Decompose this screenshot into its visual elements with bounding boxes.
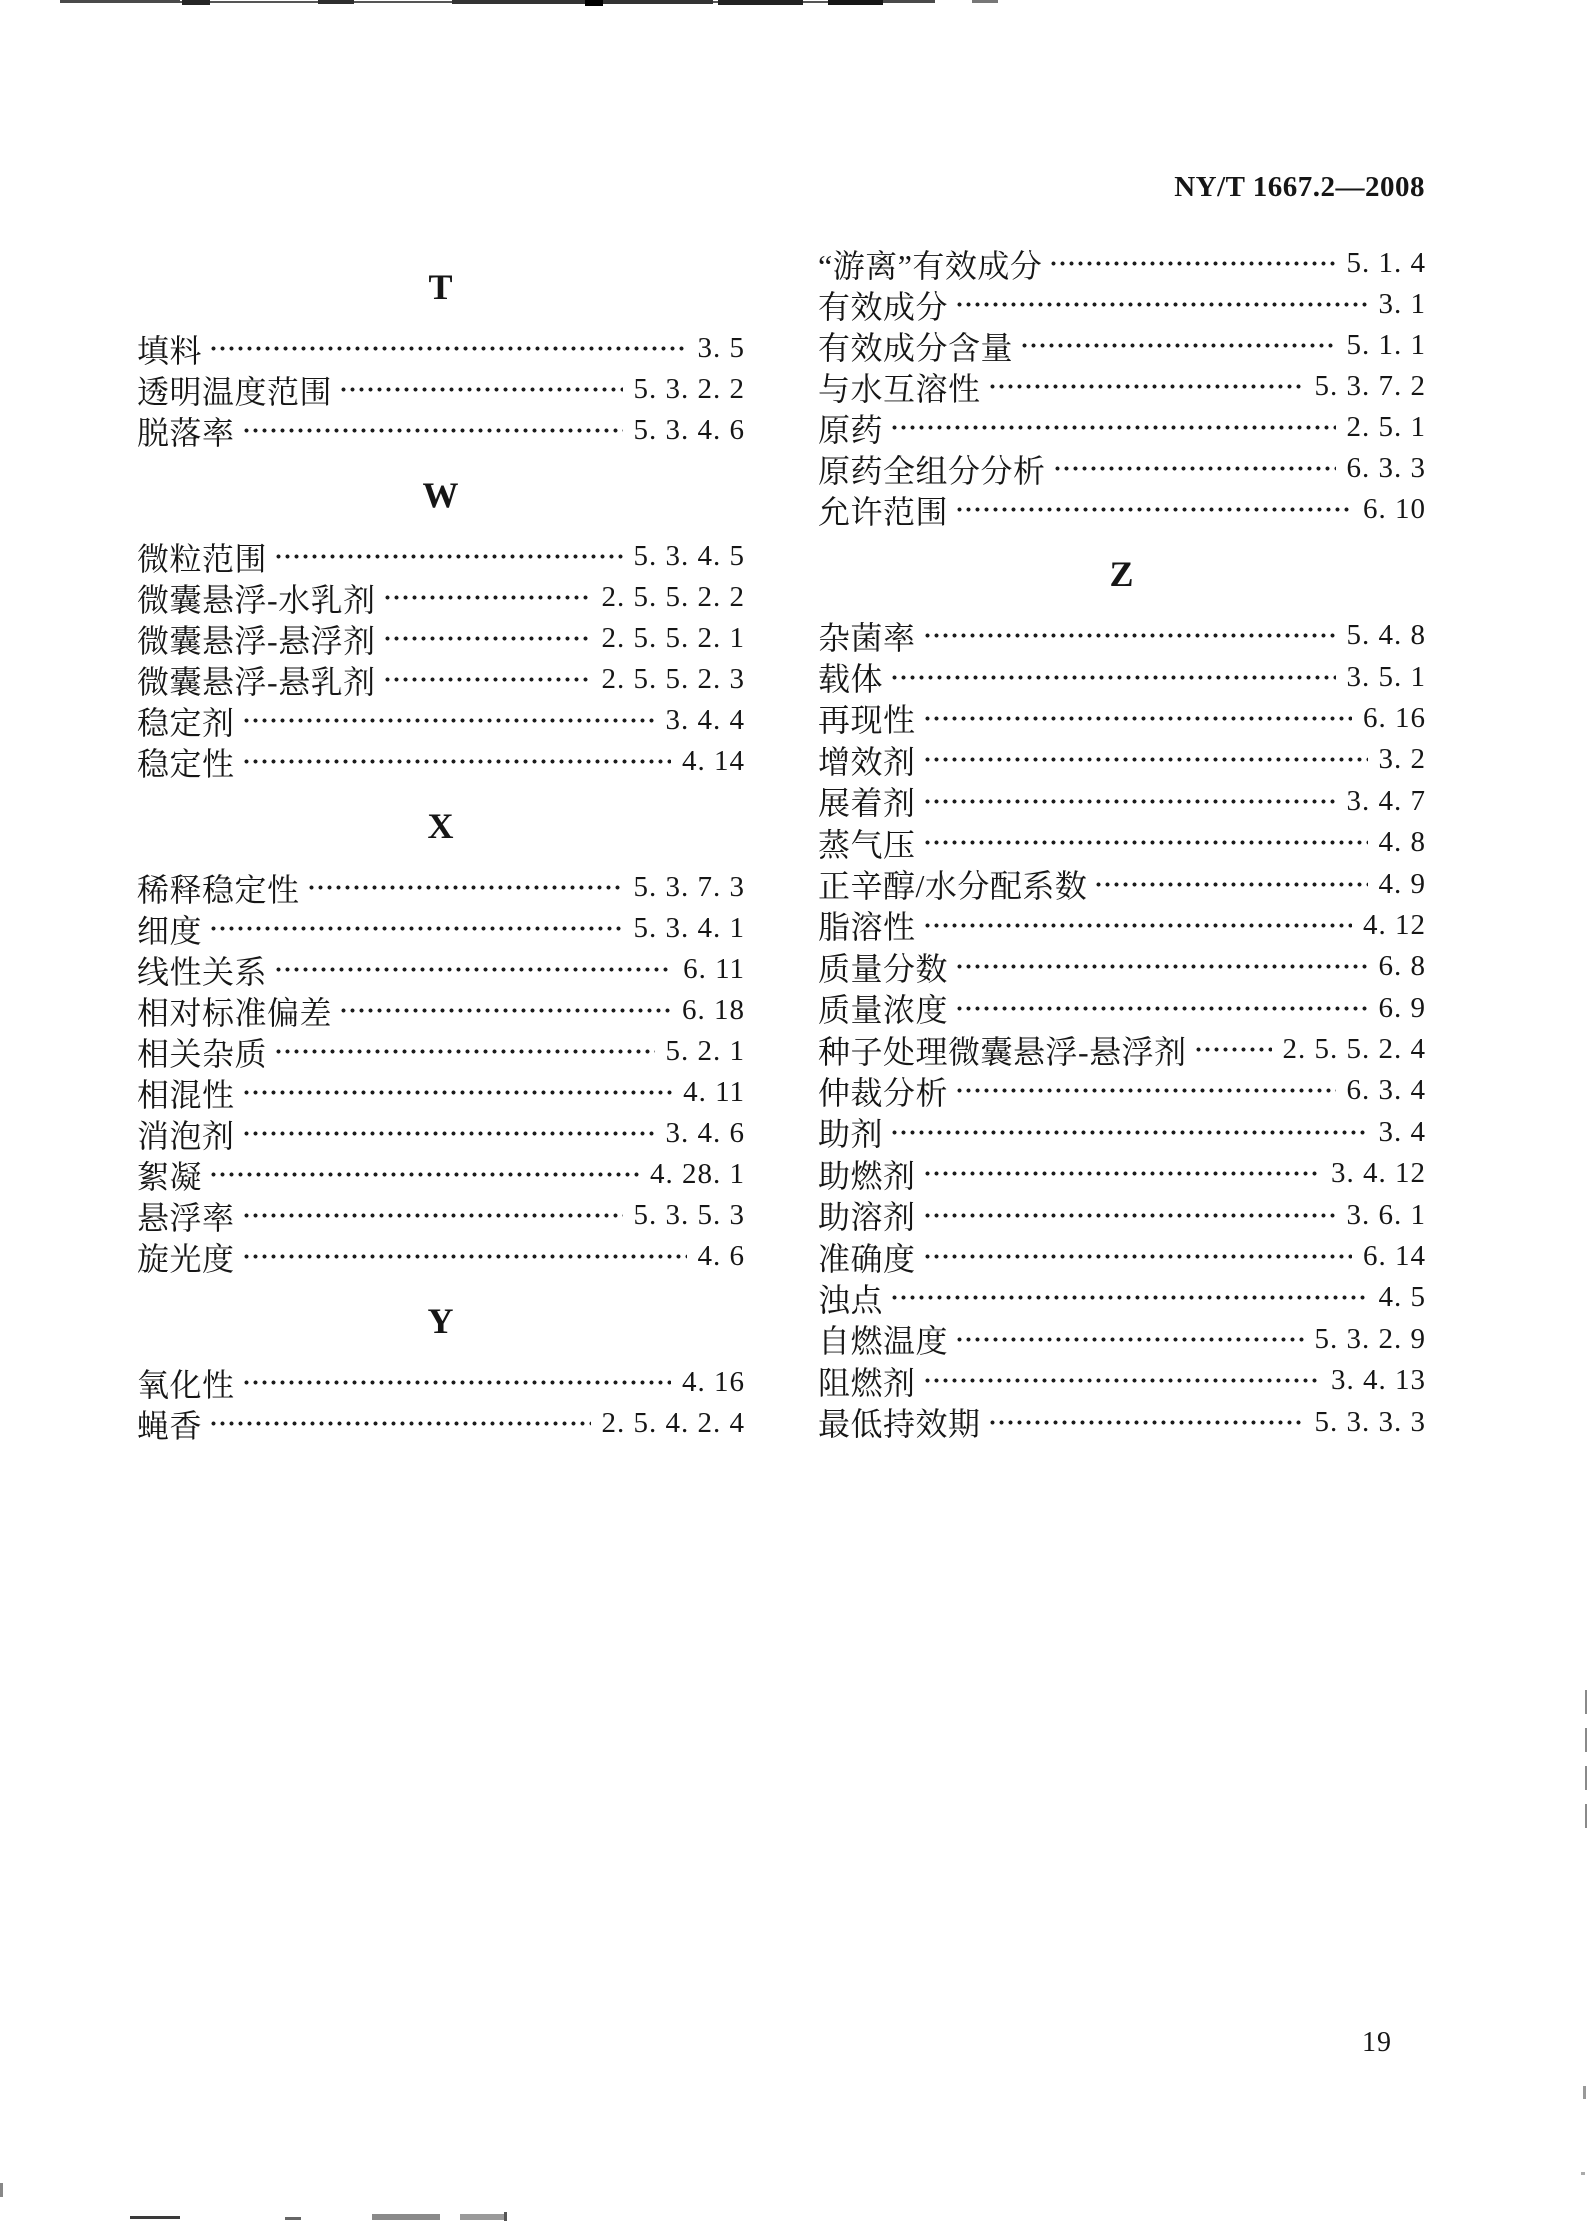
index-term: 原药全组分分析 <box>818 452 1046 489</box>
index-entry <box>818 366 1426 407</box>
index-entry <box>818 739 1426 780</box>
dotted-leader <box>955 1070 1335 1111</box>
scan-artifact <box>603 0 713 4</box>
index-term: 增效剂 <box>818 743 916 780</box>
index-entry <box>137 741 745 782</box>
index-entry <box>818 781 1426 822</box>
scan-artifact <box>1583 2086 1586 2099</box>
scan-artifact <box>585 0 603 6</box>
dotted-leader <box>923 739 1368 780</box>
index-entry <box>818 1194 1426 1235</box>
index-section-z <box>818 615 1426 1443</box>
index-entry <box>818 325 1426 366</box>
dotted-leader <box>890 1112 1367 1153</box>
index-entry <box>137 1113 745 1154</box>
section-ref: 6. 14 <box>1363 1240 1426 1273</box>
index-term: 稳定性 <box>137 745 235 782</box>
section-ref: 6. 3. 3 <box>1346 452 1426 484</box>
section-ref: 5. 3. 4. 6 <box>633 414 745 446</box>
section-ref: 5. 3. 4. 5 <box>633 540 745 572</box>
dotted-leader <box>1194 1029 1272 1070</box>
index-entry <box>818 1360 1426 1401</box>
dotted-leader <box>923 781 1336 822</box>
dotted-leader <box>988 1401 1304 1442</box>
scan-artifact <box>828 0 883 5</box>
dotted-leader <box>209 1403 590 1444</box>
index-entry <box>818 946 1426 987</box>
section-ref: 3. 4. 6 <box>665 1117 745 1149</box>
index-entry <box>818 905 1426 946</box>
index-entry <box>818 1236 1426 1277</box>
section-ref: 4. 6 <box>697 1240 745 1272</box>
section-ref: 3. 4 <box>1378 1115 1426 1148</box>
index-entry <box>137 1154 745 1195</box>
scan-artifact <box>504 2212 507 2221</box>
index-entry <box>818 448 1426 489</box>
section-ref: 5. 3. 4. 1 <box>633 912 745 944</box>
index-term: 悬浮率 <box>137 1199 235 1236</box>
index-term: 有效成分 <box>818 288 949 325</box>
index-term: 絮凝 <box>137 1158 203 1195</box>
index-entry <box>137 1195 745 1236</box>
dotted-leader <box>955 946 1367 987</box>
dotted-leader <box>955 988 1367 1029</box>
index-term: 细度 <box>137 912 203 949</box>
doc-number: NY/T 1667.2—2008 <box>1174 171 1425 203</box>
index-term: 脱落率 <box>137 414 235 451</box>
index-term: 有效成分含量 <box>818 329 1014 366</box>
dotted-leader <box>209 328 686 369</box>
scan-artifact <box>182 0 210 5</box>
section-ref: 3. 6. 1 <box>1346 1198 1426 1231</box>
index-term: 助燃剂 <box>818 1157 916 1194</box>
dotted-leader <box>242 700 655 741</box>
dotted-leader <box>923 1153 1320 1194</box>
index-entry <box>818 656 1426 697</box>
index-entry <box>818 1277 1426 1318</box>
index-term: 相对标准偏差 <box>137 994 333 1031</box>
scan-artifact <box>1585 1690 1587 1714</box>
section-ref: 2. 5. 5. 2. 4 <box>1282 1033 1426 1066</box>
index-entry <box>137 990 745 1031</box>
dotted-leader <box>955 284 1367 325</box>
scan-artifact <box>972 0 998 3</box>
index-term: 稀释稳定性 <box>137 871 300 908</box>
index-term: 杂菌率 <box>818 619 916 656</box>
index-letter-heading: Y <box>427 1301 455 1341</box>
dotted-leader <box>955 1319 1303 1360</box>
scan-artifact <box>0 2183 3 2197</box>
section-ref: 6. 18 <box>682 994 745 1026</box>
dotted-leader <box>955 489 1352 530</box>
section-ref: 6. 9 <box>1378 991 1426 1024</box>
index-term: 种子处理微囊悬浮-悬浮剂 <box>818 1033 1187 1070</box>
index-term: 旋光度 <box>137 1240 235 1277</box>
dotted-leader <box>1053 448 1336 489</box>
index-term: 正辛醇/水分配系数 <box>818 868 1088 905</box>
dotted-leader <box>988 366 1304 407</box>
dotted-leader <box>242 741 671 782</box>
index-entry <box>137 659 745 700</box>
dotted-leader <box>890 656 1335 697</box>
section-ref: 4. 8 <box>1378 826 1426 859</box>
index-term: 透明温度范围 <box>137 373 333 410</box>
dotted-leader <box>923 1236 1352 1277</box>
index-term: 最低持效期 <box>818 1406 981 1443</box>
dotted-leader <box>242 1236 687 1277</box>
dotted-leader <box>242 1195 623 1236</box>
index-entry <box>818 407 1426 448</box>
index-entry <box>137 1031 745 1072</box>
dotted-leader <box>383 659 591 700</box>
index-entry <box>137 328 745 369</box>
scan-artifact <box>718 0 803 5</box>
index-term: 微囊悬浮-悬浮剂 <box>137 622 376 659</box>
section-ref: 4. 5 <box>1378 1281 1426 1314</box>
index-entry <box>818 284 1426 325</box>
section-ref: 3. 5. 1 <box>1346 660 1426 693</box>
index-letter-heading: W <box>422 475 460 515</box>
section-ref: 5. 1. 4 <box>1346 247 1426 279</box>
section-ref: 2. 5. 5. 2. 3 <box>601 663 745 695</box>
section-ref: 2. 5. 1 <box>1346 411 1426 443</box>
index-entry <box>137 410 745 451</box>
index-entry <box>137 908 745 949</box>
index-entry <box>818 822 1426 863</box>
dotted-leader <box>890 407 1335 448</box>
index-term: 自燃温度 <box>818 1323 949 1360</box>
index-term: 质量分数 <box>818 950 949 987</box>
index-entry <box>818 863 1426 904</box>
section-ref: 3. 5 <box>697 332 745 364</box>
section-ref: 3. 4. 12 <box>1331 1157 1426 1190</box>
dotted-leader <box>242 410 623 451</box>
dotted-leader <box>242 1072 673 1113</box>
section-ref: 5. 3. 7. 3 <box>633 871 745 903</box>
dotted-leader <box>339 369 622 410</box>
index-entry <box>137 369 745 410</box>
index-term: 微粒范围 <box>137 540 268 577</box>
section-ref: 4. 12 <box>1363 908 1426 941</box>
index-column-right <box>818 243 1426 1443</box>
index-entry <box>818 1070 1426 1111</box>
dotted-leader <box>1094 863 1367 904</box>
section-ref: 4. 16 <box>682 1366 745 1398</box>
index-entry <box>137 1072 745 1113</box>
section-ref: 6. 8 <box>1378 950 1426 983</box>
dotted-leader <box>383 577 591 618</box>
index-entry <box>818 243 1426 284</box>
index-term: 消泡剂 <box>137 1117 235 1154</box>
page-number: 19 <box>1362 2027 1392 2058</box>
index-letter-heading: X <box>427 806 455 846</box>
index-letter-heading: T <box>428 267 454 307</box>
scan-artifact <box>452 0 587 4</box>
dotted-leader <box>923 615 1336 656</box>
dotted-leader <box>383 618 591 659</box>
dotted-leader <box>923 905 1352 946</box>
index-term: 微囊悬浮-水乳剂 <box>137 581 376 618</box>
section-ref: 5. 3. 7. 2 <box>1314 370 1426 402</box>
scan-artifact <box>318 0 354 4</box>
index-entry <box>137 1403 745 1444</box>
index-term: 允许范围 <box>818 493 949 530</box>
index-entry <box>137 1362 745 1403</box>
dotted-leader <box>242 1113 655 1154</box>
section-ref: 6. 11 <box>683 953 745 985</box>
dotted-leader <box>274 536 622 577</box>
dotted-leader <box>1020 325 1335 366</box>
index-term: 仲裁分析 <box>818 1075 949 1111</box>
section-ref: 4. 9 <box>1378 867 1426 900</box>
dotted-leader <box>274 1031 654 1072</box>
index-entry <box>137 949 745 990</box>
scan-artifact <box>1585 1728 1587 1752</box>
index-term: 准确度 <box>818 1240 916 1277</box>
section-ref: 4. 11 <box>683 1076 745 1108</box>
section-ref: 4. 14 <box>682 745 745 777</box>
dotted-leader <box>923 1194 1336 1235</box>
index-term: 浊点 <box>818 1281 884 1318</box>
section-ref: 3. 2 <box>1378 743 1426 776</box>
section-ref: 3. 4. 13 <box>1331 1364 1426 1397</box>
index-term: 相混性 <box>137 1076 235 1113</box>
dotted-leader <box>209 908 622 949</box>
section-ref: 5. 3. 2. 2 <box>633 373 745 405</box>
index-letter-heading: Z <box>1109 554 1135 594</box>
section-ref: 5. 3. 5. 3 <box>633 1199 745 1231</box>
section-ref: 5. 4. 8 <box>1346 619 1426 652</box>
index-entry <box>137 536 745 577</box>
section-ref: 5. 2. 1 <box>665 1035 745 1067</box>
section-ref: 6. 16 <box>1363 701 1426 734</box>
scan-artifact <box>1585 1804 1587 1828</box>
section-ref: 3. 1 <box>1378 288 1426 320</box>
scan-artifact <box>285 2217 301 2220</box>
index-term: “游离”有效成分 <box>818 247 1043 284</box>
index-entry <box>137 867 745 908</box>
index-entry <box>818 489 1426 530</box>
index-entry <box>818 988 1426 1029</box>
index-term: 展着剂 <box>818 785 916 822</box>
index-term: 相关杂质 <box>137 1035 268 1072</box>
dotted-leader <box>339 990 671 1031</box>
index-term: 原药 <box>818 411 884 448</box>
index-term: 氧化性 <box>137 1366 235 1403</box>
index-term: 再现性 <box>818 702 916 739</box>
index-entry <box>137 618 745 659</box>
scan-artifact <box>1581 2172 1585 2175</box>
section-ref: 4. 28. 1 <box>650 1158 745 1190</box>
dotted-leader <box>307 867 623 908</box>
index-term: 助剂 <box>818 1116 884 1153</box>
index-term: 稳定剂 <box>137 704 235 741</box>
index-entry <box>818 615 1426 656</box>
scan-artifact <box>60 0 180 3</box>
dotted-leader <box>209 1154 639 1195</box>
index-term: 助溶剂 <box>818 1199 916 1236</box>
index-entry <box>818 1319 1426 1360</box>
index-term: 蝇香 <box>137 1407 203 1444</box>
index-term: 脂溶性 <box>818 909 916 946</box>
index-entry <box>818 1153 1426 1194</box>
index-term: 微囊悬浮-悬乳剂 <box>137 663 376 700</box>
dotted-leader <box>923 1360 1320 1401</box>
section-ref: 2. 5. 5. 2. 2 <box>601 581 745 613</box>
index-entry <box>818 1029 1426 1070</box>
dotted-leader <box>274 949 672 990</box>
dotted-leader <box>890 1277 1367 1318</box>
scan-artifact <box>1585 1766 1587 1790</box>
scan-artifact <box>130 2216 180 2219</box>
dotted-leader <box>923 822 1368 863</box>
index-term: 蒸气压 <box>818 826 916 863</box>
index-term: 填料 <box>137 332 203 369</box>
index-entry <box>818 1401 1426 1442</box>
scan-artifact <box>460 2214 506 2220</box>
section-ref: 5. 1. 1 <box>1346 329 1426 361</box>
index-entry <box>818 698 1426 739</box>
dotted-leader <box>923 698 1352 739</box>
section-ref: 5. 3. 3. 3 <box>1314 1405 1426 1438</box>
index-term: 线性关系 <box>137 953 268 990</box>
section-ref: 3. 4. 4 <box>665 704 745 736</box>
dotted-leader <box>242 1362 671 1403</box>
index-term: 载体 <box>818 661 884 698</box>
section-ref: 2. 5. 4. 2. 4 <box>601 1407 745 1439</box>
dotted-leader <box>1049 243 1335 284</box>
section-ref: 6. 10 <box>1363 493 1426 525</box>
scan-artifact <box>883 0 935 3</box>
index-term: 与水互溶性 <box>818 370 981 407</box>
scan-artifact <box>372 2214 440 2220</box>
index-term: 质量浓度 <box>818 992 949 1029</box>
section-ref: 2. 5. 5. 2. 1 <box>601 622 745 654</box>
section-ref: 5. 3. 2. 9 <box>1314 1322 1426 1355</box>
section-ref: 3. 4. 7 <box>1346 784 1426 817</box>
section-ref: 6. 3. 4 <box>1346 1074 1426 1107</box>
index-entry <box>137 1236 745 1277</box>
index-term: 阻燃剂 <box>818 1364 916 1401</box>
index-entry <box>818 1112 1426 1153</box>
index-column-left <box>137 243 745 1444</box>
index-entry <box>137 577 745 618</box>
index-entry <box>137 700 745 741</box>
